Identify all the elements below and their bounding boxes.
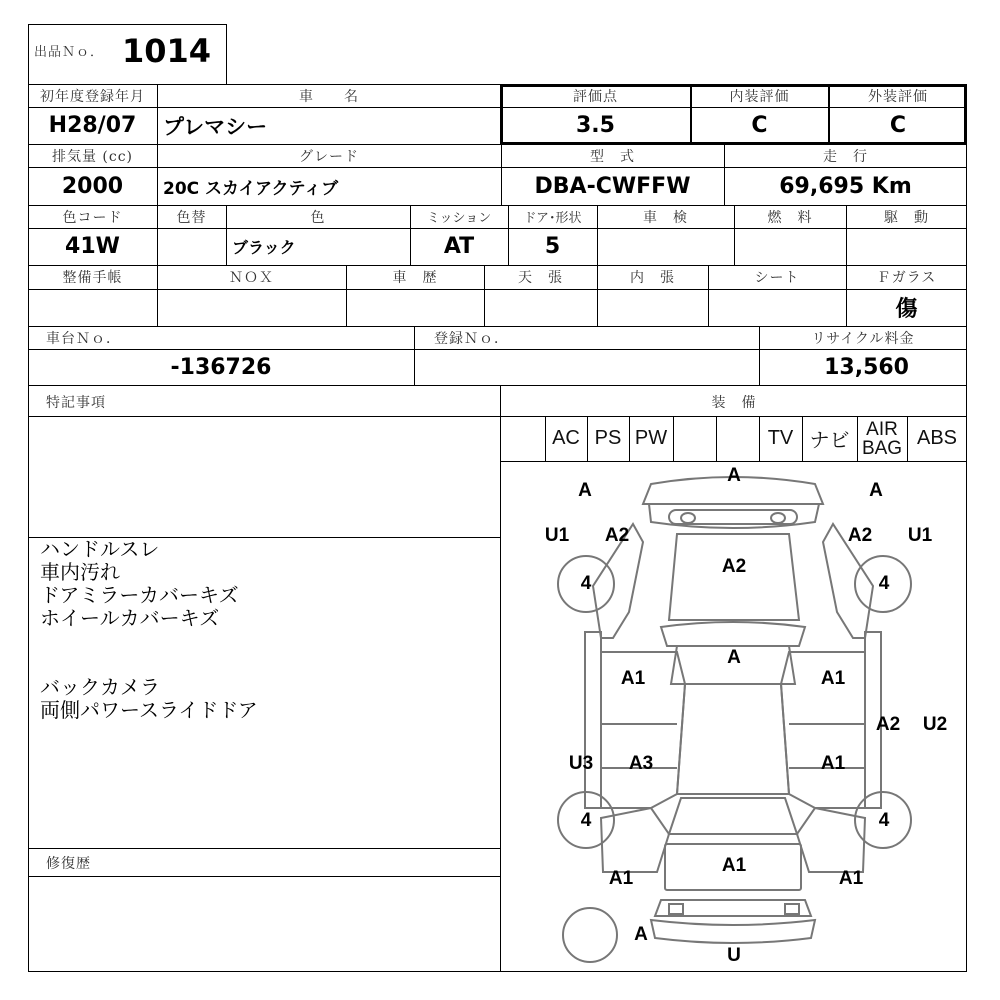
mark-right-fender-a: A2 xyxy=(847,525,873,546)
model-value: DBA-CWFFW xyxy=(534,173,691,199)
equip-item xyxy=(673,416,716,461)
note-line xyxy=(40,630,258,653)
interior-value: C xyxy=(751,113,768,138)
mark-front-right-corner: A xyxy=(869,480,883,501)
interior-label: 内装評価 xyxy=(729,88,790,105)
registration-value xyxy=(414,349,759,385)
mileage-label: 走 行 xyxy=(823,148,868,165)
drive-label: 駆 動 xyxy=(884,209,929,226)
color-code-value: 41W xyxy=(65,234,120,259)
chassis-value: -136726 xyxy=(170,354,272,380)
grade-label: グレード xyxy=(299,148,359,165)
equip-navi: ナビ xyxy=(809,430,850,452)
mark-left-front-door: A1 xyxy=(620,668,646,689)
drive-value xyxy=(846,228,967,265)
mark-spare: A xyxy=(634,924,648,945)
note-line: 両側パワースライドドア xyxy=(40,698,258,722)
mark-left-rear-u: U3 xyxy=(568,753,594,774)
reg-year-value: H28/07 xyxy=(48,113,137,138)
note-line: 車内汚れ xyxy=(40,560,120,584)
lot-label: 出品Ｎｏ． xyxy=(34,44,105,60)
equip-item xyxy=(501,416,545,461)
mark-right-quarter: A1 xyxy=(838,868,864,889)
mark-right-slide-a: A2 xyxy=(875,714,901,735)
f-glass-label: Ｆガラス xyxy=(876,270,937,286)
mark-tire-rr: 4 xyxy=(878,810,890,831)
color-label: 色 xyxy=(310,209,326,226)
grade-value: 20C スカイアクティブ xyxy=(163,178,339,199)
repair-label: 修復歴 xyxy=(46,855,91,872)
seat-label: シート xyxy=(754,270,800,286)
mark-tire-fl: 4 xyxy=(580,573,592,594)
mark-roof: A xyxy=(727,647,741,668)
interior-trim-label: 内 張 xyxy=(630,270,675,286)
equip-pw: PW xyxy=(634,427,668,449)
equip-abs: ABS xyxy=(916,427,958,449)
rule xyxy=(28,385,967,386)
mark-right-fender-u: U1 xyxy=(907,525,933,546)
note-line: ホイールカバーキズ xyxy=(40,606,220,630)
color-change-value xyxy=(157,228,226,265)
mark-left-quarter: A1 xyxy=(608,868,634,889)
sunroof-label: 天 張 xyxy=(518,270,563,286)
chassis-label: 車台Ｎｏ． xyxy=(46,330,121,347)
mark-front-bumper: A xyxy=(727,465,741,486)
equip-item xyxy=(716,416,759,461)
mark-front-left-corner: A xyxy=(578,480,592,501)
history-label: 車 歴 xyxy=(392,270,438,286)
registration-label: 登録Ｎｏ． xyxy=(434,330,509,347)
fuel-label: 燃 料 xyxy=(767,209,813,226)
mark-tailgate: A1 xyxy=(721,855,747,876)
equip-ps: PS xyxy=(594,427,622,449)
f-glass-value: 傷 xyxy=(895,296,918,322)
car-name-value: プレマシー xyxy=(163,114,268,139)
lot-number: 1014 xyxy=(122,32,212,70)
color-change-label: 色替 xyxy=(176,209,207,226)
score-value: 3.5 xyxy=(576,113,615,138)
recycle-label: リサイクル料金 xyxy=(811,330,915,347)
service-book-label: 整備手帳 xyxy=(62,270,123,286)
notes-label: 特記事項 xyxy=(46,395,106,411)
exterior-value: C xyxy=(889,113,907,138)
fuel-value xyxy=(734,228,846,265)
note-line: ドアミラーカバーキズ xyxy=(40,583,239,607)
color-code-label: 色コード xyxy=(62,209,123,226)
mark-tire-fr: 4 xyxy=(878,573,890,594)
transmission-value: AT xyxy=(443,234,475,259)
note-line xyxy=(40,653,258,676)
nox-label: ＮＯＸ xyxy=(229,270,274,286)
note-line: ハンドルスレ xyxy=(40,537,160,561)
recycle-value: 13,560 xyxy=(824,354,909,380)
note-line: バックカメラ xyxy=(40,675,160,699)
mark-left-fender-a: A2 xyxy=(604,525,630,546)
displacement-label: 排気量 (cc) xyxy=(51,148,134,165)
reg-year-label: 初年度登録年月 xyxy=(40,88,145,105)
exterior-label: 外装評価 xyxy=(868,88,928,105)
mark-hood: A2 xyxy=(721,556,747,577)
transmission-label: ミッション xyxy=(426,211,492,226)
doors-label: ドア･形状 xyxy=(523,211,582,226)
car-name-label: 車 名 xyxy=(299,88,359,105)
displacement-value: 2000 xyxy=(61,173,124,199)
model-label: 型 式 xyxy=(590,148,635,165)
mark-right-slide-u: U2 xyxy=(922,714,948,735)
doors-value: 5 xyxy=(544,234,561,259)
inspection-value xyxy=(597,228,734,265)
rule xyxy=(28,848,501,849)
rule xyxy=(28,289,967,290)
color-value: ブラック xyxy=(232,238,296,257)
mark-left-rear-a: A3 xyxy=(628,753,654,774)
score-label: 評価点 xyxy=(573,88,618,105)
mark-right-rear-door: A1 xyxy=(820,753,846,774)
equip-ac: AC xyxy=(552,427,580,449)
equip-airbag: AIR BAG xyxy=(861,418,903,459)
mark-left-fender-u: U1 xyxy=(544,525,570,546)
rule xyxy=(28,876,501,877)
equip-tv: TV xyxy=(767,427,794,449)
mileage-value: 69,695 Km xyxy=(779,173,912,199)
mark-rear-bumper: U xyxy=(727,945,741,966)
inspection-label: 車 検 xyxy=(643,209,688,226)
notes-body xyxy=(40,538,258,722)
mark-tire-rl: 4 xyxy=(580,810,592,831)
equipment-label: 装 備 xyxy=(711,395,757,411)
mark-right-front-door: A1 xyxy=(820,668,846,689)
